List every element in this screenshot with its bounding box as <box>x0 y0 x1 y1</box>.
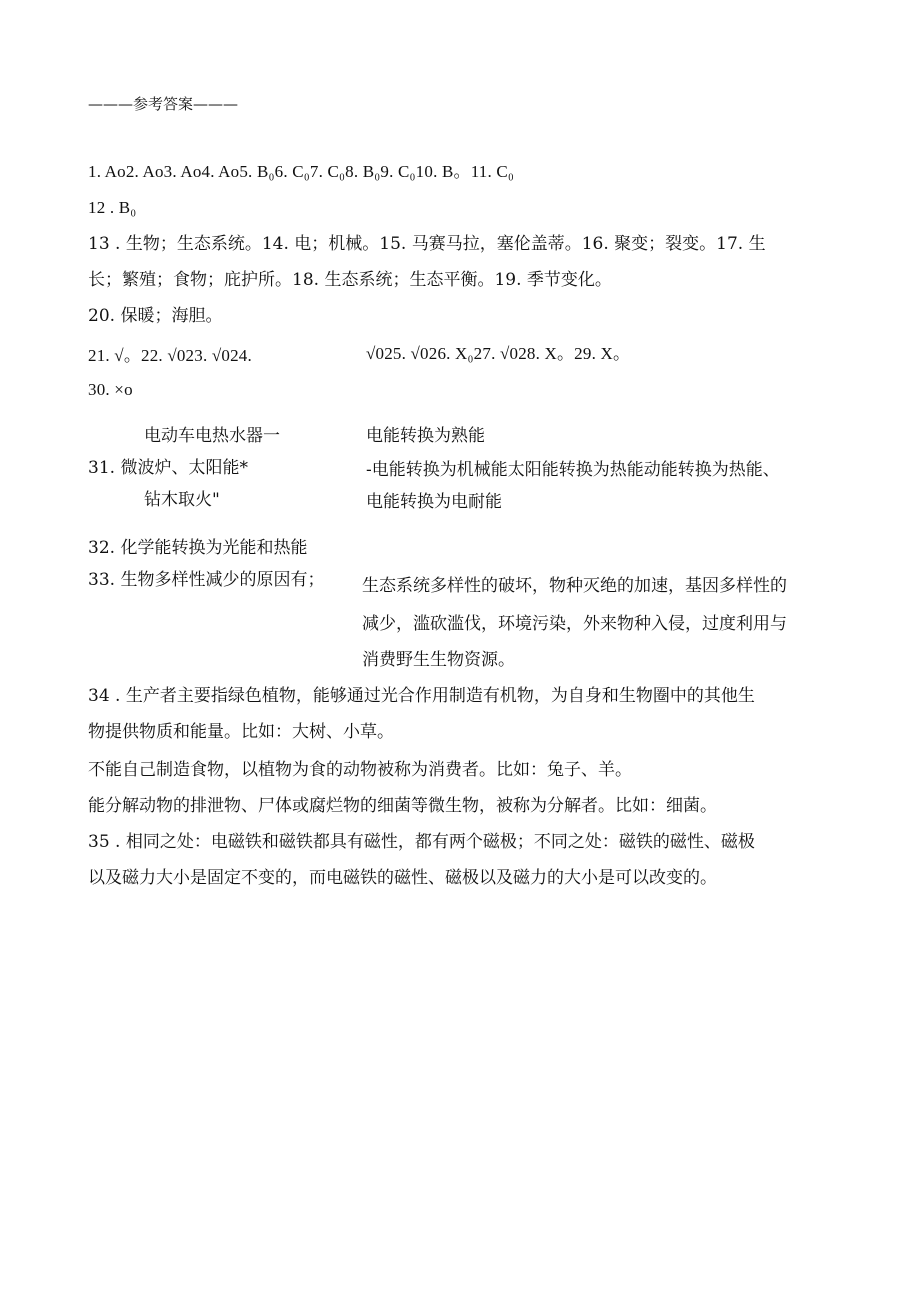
answer-20: 20. 保暖；海胆。 <box>88 306 223 326</box>
answer-35-line-1: 35 . 相同之处：电磁铁和磁铁都具有磁性，都有两个磁极；不同之处：磁铁的磁性、磁极 <box>88 832 755 852</box>
answers-25-29: √025. √026. X₀27. √028. X。29. X。 <box>366 344 631 363</box>
answer-33-line-1: 生态系统多样性的破坏，物种灭绝的加速，基因多样性的 <box>362 576 787 596</box>
answer-32: 32. 化学能转换为光能和热能 <box>88 538 308 558</box>
answer-header: ———参考答案——— <box>88 95 239 113</box>
q31-right-item-3: 电能转换为电耐能 <box>366 492 502 512</box>
q31-left-item-3: 钻木取火" <box>144 490 220 510</box>
q31-left-item-1: 电动车电热水器一 <box>144 426 280 446</box>
answers-17-19: 长；繁殖；食物；庇护所。18. 生态系统；生态平衡。19. 季节变化。 <box>88 270 612 290</box>
q31-left-item-2: 31. 微波炉、太阳能* <box>88 458 248 478</box>
answers-1-11: 1. Ao2. Ao3. Ao4. Ao5. B₀6. C₀7. C₀8. B₀9. C₀10. B。11. C₀ <box>88 162 515 181</box>
answer-34-line-3: 不能自己制造食物，以植物为食的动物被称为消费者。比如：兔子、羊。 <box>88 760 632 780</box>
answer-34-line-2: 物提供物质和能量。比如：大树、小草。 <box>88 722 394 742</box>
answer-34-line-4: 能分解动物的排泄物、尸体或腐烂物的细菌等微生物，被称为分解者。比如：细菌。 <box>88 796 717 816</box>
answers-13-17: 13 . 生物；生态系统。14. 电；机械。15. 马赛马拉，塞伦盖蒂。16. 聚变；裂变。17. 生 <box>88 234 766 254</box>
answer-33-line-3: 消费野生生物资源。 <box>362 650 515 670</box>
answer-33-line-2: 减少，滥砍滥伐，环境污染，外来物种入侵，过度利用与 <box>362 614 787 634</box>
answer-30: 30. ×o <box>88 380 133 399</box>
answer-12: 12 . B₀ <box>88 198 137 217</box>
answer-35-line-2: 以及磁力大小是固定不变的，而电磁铁的磁性、磁极以及磁力的大小是可以改变的。 <box>88 868 717 888</box>
answers-21-24: 21. √。22. √023. √024. <box>88 346 252 365</box>
answer-34-line-1: 34 . 生产者主要指绿色植物，能够通过光合作用制造有机物，为自身和生物圈中的其他生 <box>88 686 755 706</box>
q31-right-item-1: 电能转换为熟能 <box>366 426 485 446</box>
answer-33-label: 33. 生物多样性减少的原因有； <box>88 570 325 590</box>
q31-right-item-2: -电能转换为机械能太阳能转换为热能动能转换为热能、 <box>366 460 780 480</box>
